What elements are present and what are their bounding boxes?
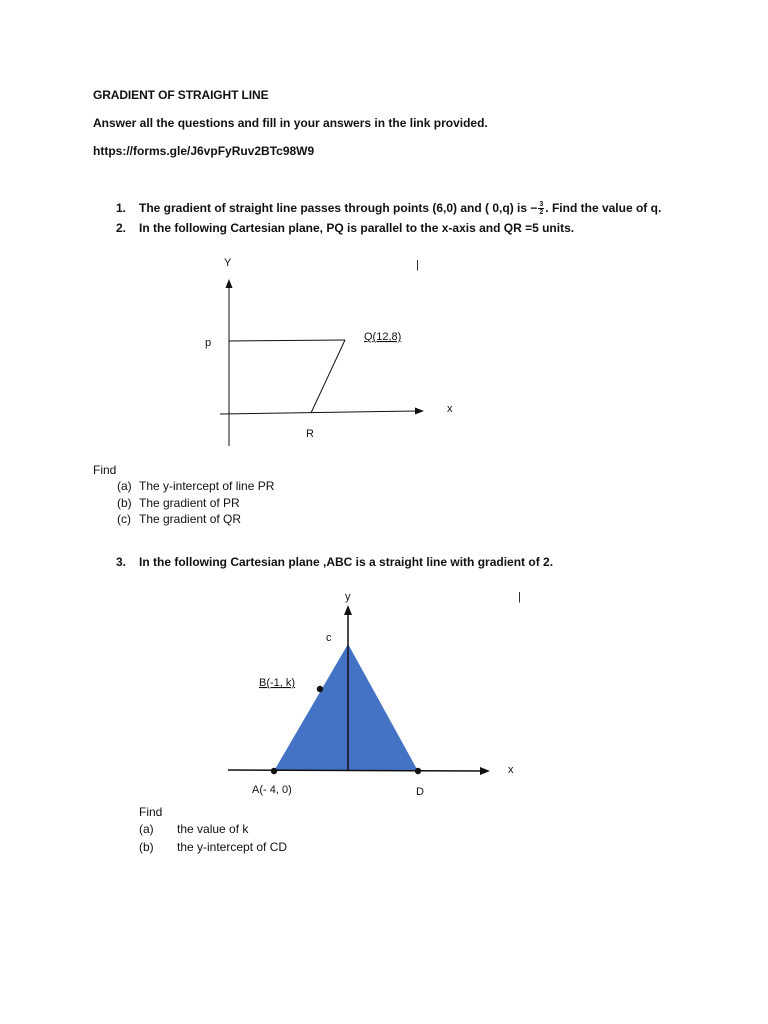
point-p-label: p <box>205 337 212 349</box>
point-a-label: A(- 4, 0) <box>252 784 292 796</box>
point-a-dot <box>271 768 277 774</box>
part-b-letter: (b) <box>117 496 132 510</box>
point-d-dot <box>415 768 421 774</box>
fraction-numerator: 3 <box>539 201 544 209</box>
page-title: GRADIENT OF STRAIGHT LINE <box>93 88 269 102</box>
point-b-label <box>259 677 295 689</box>
cursor-mark: | <box>518 591 521 603</box>
y-axis-label: Y <box>224 257 232 269</box>
x-axis-arrow <box>415 408 424 415</box>
x-axis-line <box>228 770 484 771</box>
find-label-q2: Find <box>93 463 117 477</box>
point-q-label: Q(12,8) <box>364 331 402 343</box>
point-r-label: R <box>306 428 314 440</box>
triangle-acd <box>274 644 418 771</box>
part-c-letter: (c) <box>117 512 131 526</box>
diagram-question-2 <box>205 257 453 446</box>
part-b-text: The gradient of PR <box>139 496 240 510</box>
form-link[interactable]: https://forms.gle/J6vpFyRuv2BTc98W9 <box>93 144 315 158</box>
q3-part-a-text: the value of k <box>177 822 249 836</box>
question-3-text: In the following Cartesian plane ,ABC is a straight line with gradient of 2. <box>139 555 554 569</box>
part-a-letter: (a) <box>117 479 132 493</box>
cursor-mark: | <box>416 259 419 271</box>
point-b-label-text: B(-1, k) <box>259 677 296 689</box>
fraction-denominator: 2 <box>539 209 544 217</box>
question-2-number: 2. <box>115 221 126 235</box>
point-b-dot <box>317 686 323 692</box>
part-a-text: The y-intercept of line PR <box>139 479 275 493</box>
q3-part-a-letter: (a) <box>139 822 154 836</box>
find-label-q3: Find <box>139 805 163 819</box>
q3-part-b-text: the y-intercept of CD <box>177 840 288 854</box>
q3-part-b-letter: (b) <box>139 840 154 854</box>
x-axis-line <box>220 411 418 414</box>
y-axis-label: y <box>345 591 351 603</box>
y-axis-arrow <box>226 279 233 288</box>
point-c-label: c <box>326 632 332 644</box>
question-3-number: 3. <box>115 555 126 569</box>
y-axis-arrow <box>344 605 352 615</box>
question-1-number: 1. <box>115 201 126 215</box>
x-axis-arrow <box>480 767 490 775</box>
point-d-label: D <box>416 786 424 798</box>
question-1-text-after: . Find the value of q. <box>545 201 662 215</box>
question-2-text: In the following Cartesian plane, PQ is parallel to the x-axis and QR =5 units. <box>139 221 575 235</box>
line-pq <box>229 340 345 341</box>
x-axis-label: x <box>447 403 453 415</box>
instruction-text: Answer all the questions and fill in your answers in the link provided. <box>93 116 488 130</box>
line-qr <box>311 340 345 413</box>
x-axis-label: x <box>508 764 514 776</box>
question-1-text-before: The gradient of straight line passes through points (6,0) and ( 0,q) is − <box>139 201 538 215</box>
diagram-question-3 <box>228 591 521 798</box>
part-c-text: The gradient of QR <box>139 512 242 526</box>
